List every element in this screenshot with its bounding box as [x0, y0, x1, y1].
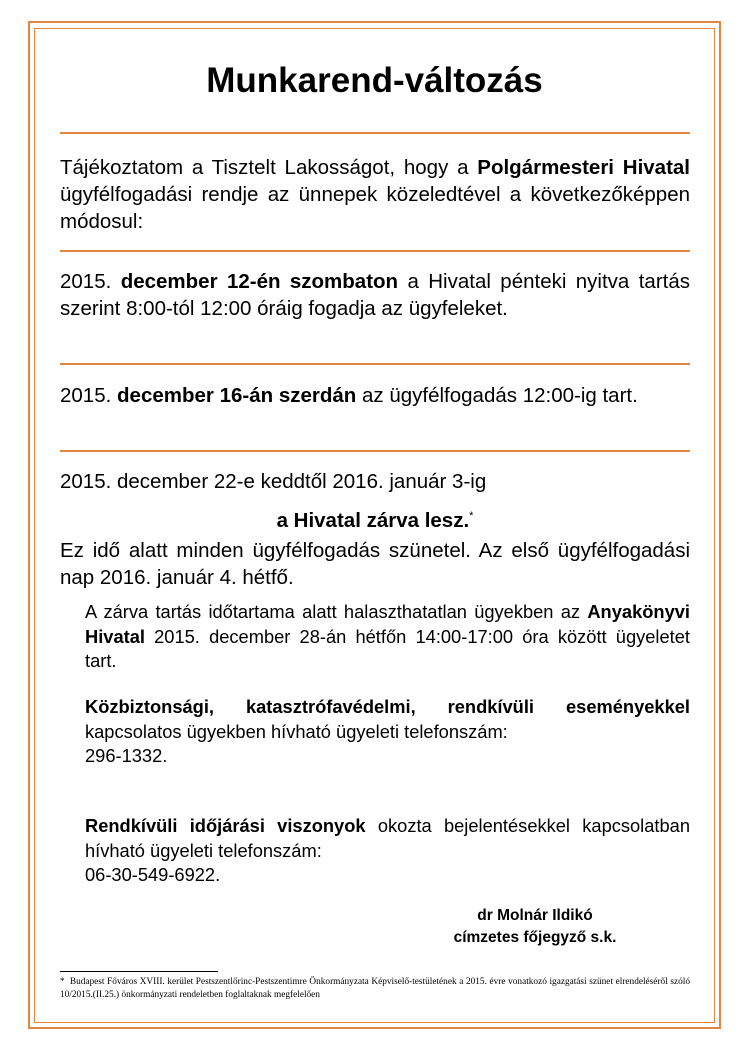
weather-text: okozta bejelentésekkel kapcsolatban hívható ügyeleti telefonszám:: [85, 815, 690, 861]
footnote-divider: [60, 971, 218, 972]
notice-dec16-text: az ügyfélfogadás 12:00-ig tart.: [362, 384, 638, 407]
divider: [60, 363, 690, 365]
footnote: [60, 976, 690, 1001]
notice-dec16-year: 2015.: [60, 384, 112, 407]
notice-dec16-date: december 16-án szerdán: [117, 384, 357, 407]
intro-text-2: ügyfélfogadási rendje az ünnepek közeledtével a következőképpen módosul:: [60, 183, 690, 233]
emergency-paragraph: [85, 695, 690, 769]
signature-role: címzetes főjegyző s.k.: [453, 929, 617, 946]
notice-dec12-text: a Hivatal pénteki nyitva tartás szerint 8:00-tól 12:00 óráig fogadja az ügyfeleket.: [60, 270, 690, 320]
weather-paragraph: [85, 814, 690, 888]
registry-text-2: 2015. december 28-án hétfőn 14:00-17:00 óra között ügyeletet tart.: [85, 625, 690, 671]
notice-dec12-date: december 12-én szombaton: [120, 270, 399, 293]
divider: [60, 132, 690, 134]
notice-dec12: [60, 268, 690, 322]
notice-dec12-year: 2015.: [60, 270, 112, 293]
intro-text: Tájékoztatom a Tisztelt Lakosságot, hogy a: [60, 156, 469, 179]
weather-bold: Rendkívüli időjárási viszonyok: [85, 815, 366, 836]
registry-text: A zárva tartás időtartama alatt halaszthatatlan ügyekben az: [85, 601, 581, 622]
emergency-phone: 296-1332.: [85, 745, 168, 766]
closure-bold: a Hivatal zárva lesz.: [276, 508, 470, 532]
footnote-marker: *: [469, 510, 474, 522]
intro-paragraph: [60, 154, 690, 235]
emergency-bold: Közbiztonsági, katasztrófavédelmi, rendkívüli eseményekkel: [85, 696, 690, 717]
divider: [60, 250, 690, 252]
closure-heading: [60, 503, 690, 534]
page-title: Munkarend-változás: [206, 61, 543, 100]
registry-paragraph: [85, 600, 690, 674]
weather-phone: 06-30-549-6922.: [85, 864, 221, 885]
intro-bold: Polgármesteri Hivatal: [477, 156, 690, 179]
closure-period: 2015. december 22-e keddtől 2016. január 3-ig: [60, 470, 487, 493]
closure-text: Ez idő alatt minden ügyfélfogadás szünetel. Az első ügyfélfogadási nap 2016. január 4. hétfő.: [60, 539, 690, 589]
registry-bold: Anyakönyvi Hivatal: [85, 601, 690, 647]
emergency-text: kapcsolatos ügyekben hívható ügyeleti telefonszám:: [85, 720, 508, 742]
divider: [60, 450, 690, 452]
notice-dec16: [60, 382, 690, 409]
footnote-mark: *: [60, 977, 65, 987]
signature-name: dr Molnár Ildikó: [477, 907, 593, 924]
footnote-text: Budapest Főváros XVIII. kerület Pestszentlőrinc-Pestszentimre Önkormányzata Képviselő-testületének a 2015. évre vonatkozó igazgatási szünet elrendeléséről szóló 10/2015.(II.25.) önkormányzati rendeletben foglaltaknak megfelelően: [60, 977, 690, 1000]
